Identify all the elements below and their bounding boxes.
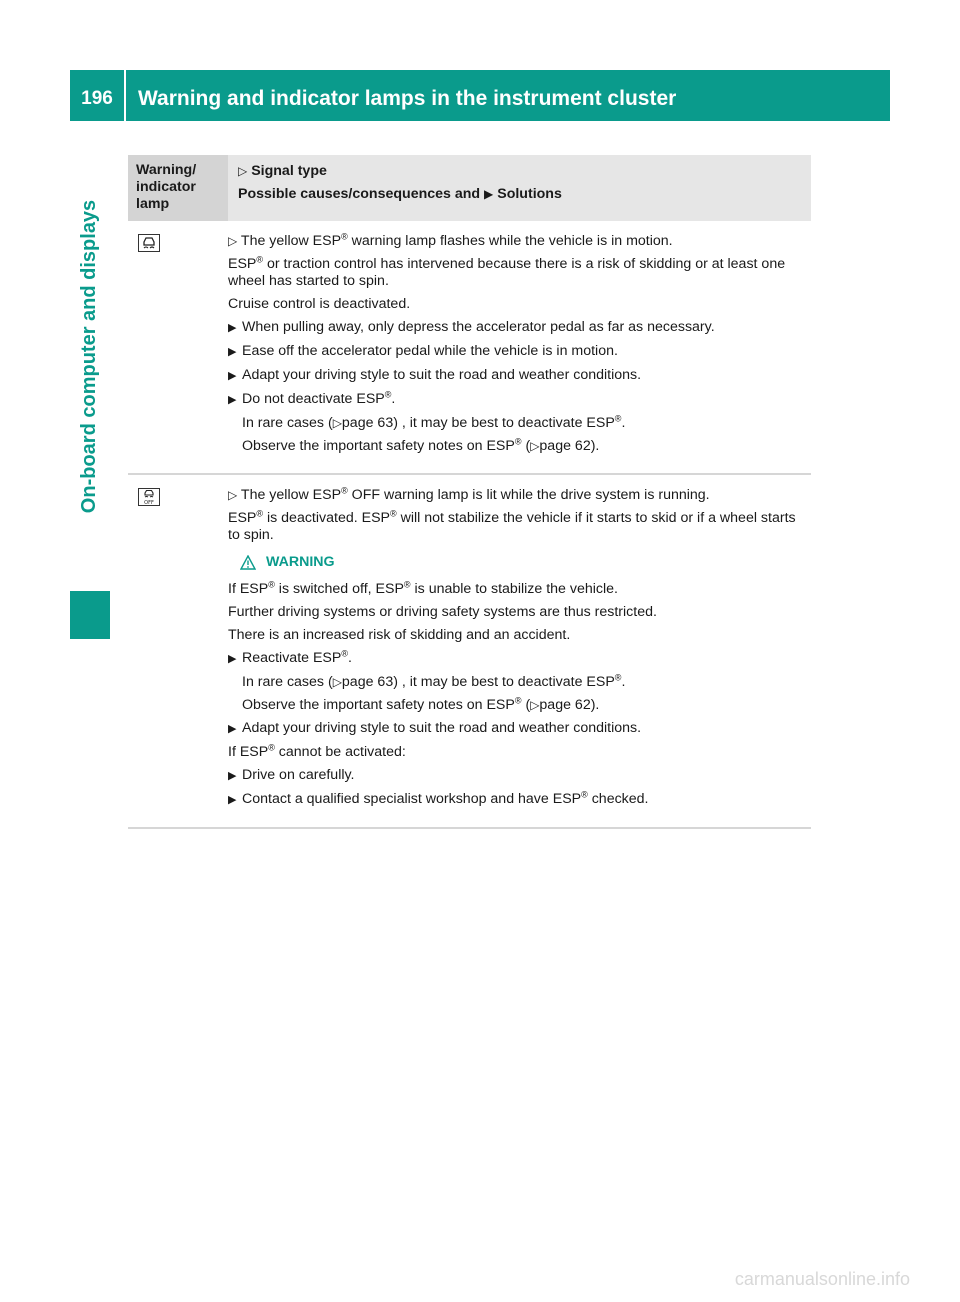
esp-off-icon: [138, 488, 160, 506]
warning-triangle-icon: [240, 555, 256, 570]
warning-label: WARNING: [266, 554, 335, 570]
signal-triangle-icon: ▷: [238, 164, 248, 178]
page-ref-icon[interactable]: ▷: [530, 698, 540, 712]
arrow-icon: ▶: [228, 394, 237, 406]
table-header: [128, 155, 811, 221]
list-item: ▶ When pulling away, only depress the accelerator pedal as far as necessary.: [228, 319, 715, 335]
side-marker-block: [70, 591, 110, 639]
list-item: ▶ Ease off the accelerator pedal while the vehicle is in motion.: [228, 343, 618, 359]
warning-notice: [240, 554, 811, 571]
solution-arrow-icon: ▶: [484, 187, 494, 201]
arrow-icon: ▶: [228, 723, 237, 735]
page-link[interactable]: page 63) , it may be best to deactivate ESP: [341, 674, 615, 690]
page-title: Warning and indicator lamps in the instrument cluster: [138, 86, 677, 110]
arrow-icon: ▶: [228, 370, 237, 382]
page-ref-icon[interactable]: ▷: [332, 416, 342, 430]
list-item: ▶ Reactivate ESP®.: [228, 648, 352, 666]
list-item: ▶ Adapt your driving style to suit the road and weather conditions.: [228, 367, 642, 383]
section-side-label: On-board computer and displays: [78, 199, 101, 513]
svg-text:OFF: OFF: [144, 500, 154, 505]
watermark: carmanualsonline.info: [734, 1269, 910, 1289]
list-item: ▶ Drive on carefully.: [228, 767, 355, 783]
arrow-icon: ▶: [228, 794, 237, 806]
esp-skid-icon: [138, 234, 160, 252]
signal-triangle-icon: ▷: [228, 234, 238, 248]
arrow-icon: ▶: [228, 653, 237, 665]
page-number: 196: [70, 70, 126, 121]
warning-lamp-table: [128, 155, 811, 829]
table-row: OFF ▷ The yellow ESP® OFF warning lamp is lit while the drive system is running. ESP® is deactivated. ESP® will not stabilize the vehicle if it starts to skid or if a wheel starts to spin. WARNING If ESP® is switched off, ESP® is unable to stabilize the vehicle. Further driving systems or driving safety systems are thus restricted. There is an increased risk of skidding and an accident. ▶ Reactivate ESP®. In rare cases (▷page 63) , it may be best to deactivate ESP®. Observe the important safety notes on ESP® (▷page 62). ▶ Adapt your driving style to suit the road and weather conditions. If ESP® cannot be activated: ▶ Drive on carefully. ▶ Contact a qualified specialist workshop and have ESP® checked.: [128, 475, 811, 829]
table-row: ▷ The yellow ESP® warning lamp flashes while the vehicle is in motion. ESP® or traction control has intervened because there is a risk of skidding or at least one wheel has started to spin. Cruise control is deactivated. ▶ When pulling away, only depress the accelerator pedal as far as necessary. ▶ Ease off the accelerator pedal while the vehicle is in motion. ▶ Adapt your driving style to suit the road and weather conditions. ▶ Do not deactivate ESP®. In rare cases (▷page 63) , it may be best to deactivate ESP®. Observe the important safety notes on ESP® (▷page 62).: [128, 221, 811, 475]
column-lamp-header: Warning/ indicator lamp: [128, 155, 228, 221]
page-link[interactable]: page 63) , it may be best to deactivate ESP: [341, 415, 615, 431]
page-ref-icon[interactable]: ▷: [332, 675, 342, 689]
column-signal-header: ▷ Signal type Possible causes/consequences and ▶ Solutions: [238, 163, 562, 202]
signal-triangle-icon: ▷: [228, 488, 238, 502]
arrow-icon: ▶: [228, 346, 237, 358]
arrow-icon: ▶: [228, 322, 237, 334]
page-link[interactable]: page 62).: [539, 438, 600, 454]
section-side-tab: [70, 121, 110, 591]
list-item: ▶ Contact a qualified specialist workshop and have ESP® checked.: [228, 789, 649, 807]
list-item: ▶ Adapt your driving style to suit the road and weather conditions.: [228, 720, 642, 736]
page-header: [70, 70, 890, 121]
page-link[interactable]: page 62).: [539, 697, 600, 713]
list-item: ▶ Do not deactivate ESP®.: [228, 389, 396, 407]
arrow-icon: ▶: [228, 770, 237, 782]
page-ref-icon[interactable]: ▷: [530, 439, 540, 453]
